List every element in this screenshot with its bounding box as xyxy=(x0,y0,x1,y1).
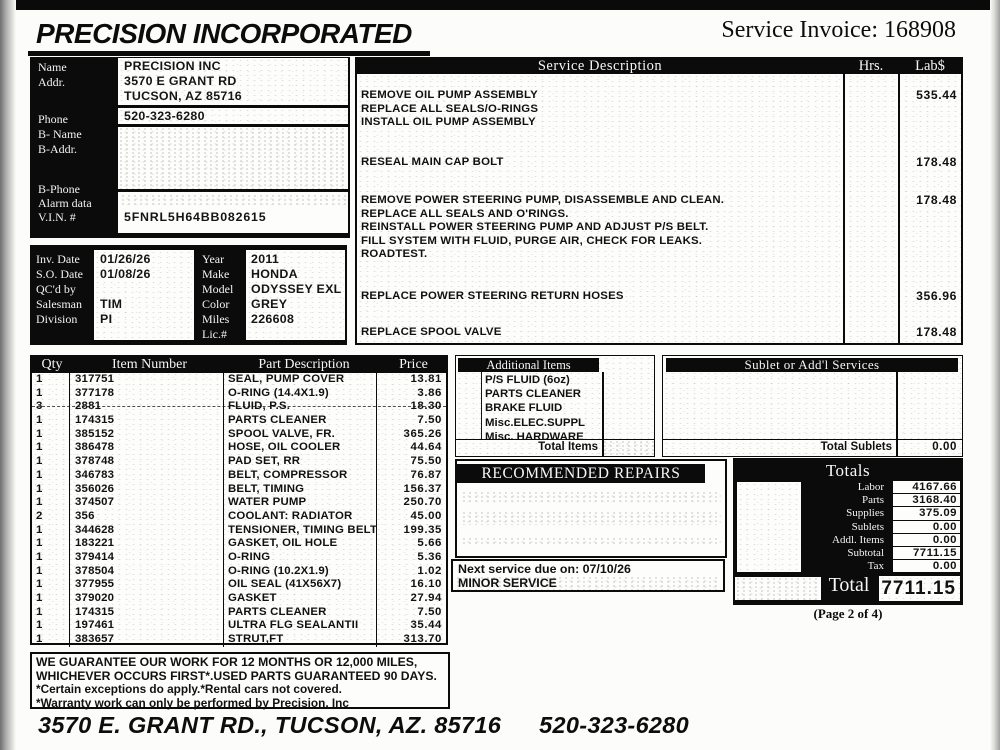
service-description-box xyxy=(355,57,963,345)
order-field-value: GREY xyxy=(251,297,288,311)
customer-address-line1: 3570 E GRANT RD xyxy=(124,74,237,88)
part-description: STRUT,FT xyxy=(224,633,377,647)
totals-row xyxy=(733,560,960,573)
order-field-label: S.O. Date xyxy=(36,267,83,281)
part-qty: 1 xyxy=(32,496,70,510)
service-line: ROADTEST. xyxy=(361,248,428,260)
part-description: OIL SEAL (41X56X7) xyxy=(224,578,377,592)
part-qty: 1 xyxy=(32,373,70,387)
part-price: 76.87 xyxy=(410,468,442,481)
additional-item: PARTS CLEANER xyxy=(485,388,581,401)
order-row xyxy=(36,282,196,297)
customer-name-address-value xyxy=(118,58,348,105)
part-description: O-RING (10.2X1.9) xyxy=(224,565,377,579)
customer-vin: 5FNRL5H64BB082615 xyxy=(124,210,267,224)
part-description: TENSIONER, TIMING BELT xyxy=(224,524,377,538)
service-group-3 xyxy=(361,194,724,262)
part-item-number: 197461 xyxy=(70,619,224,633)
part-price: 156.37 xyxy=(403,482,442,495)
order-field-value: 226608 xyxy=(251,312,295,326)
part-price: 27.94 xyxy=(410,592,442,604)
service-line: REINSTALL POWER STEERING PUMP AND ADJUST P/S BELT. xyxy=(361,221,709,233)
part-description: PAD SET, RR xyxy=(224,455,377,469)
part-qty: 1 xyxy=(32,524,70,538)
part-description: FLUID, P.S. xyxy=(224,400,377,414)
parts-table-header xyxy=(32,357,446,373)
totals-box xyxy=(733,458,963,605)
table-row xyxy=(32,428,446,442)
table-row xyxy=(32,578,446,592)
scan-noise xyxy=(461,511,721,525)
lab-header: Lab$ xyxy=(915,58,945,74)
part-item-number: 377178 xyxy=(70,387,224,401)
part-description: COOLANT: RADIATOR xyxy=(224,510,377,524)
service-line: FILL SYSTEM WITH FLUID, PURGE AIR, CHECK FOR LEAKS. xyxy=(361,234,703,247)
service-line: REPLACE ALL SEALS AND O'RINGS. xyxy=(361,207,569,220)
order-row xyxy=(36,267,196,282)
table-row xyxy=(32,455,446,469)
table-row xyxy=(32,565,446,579)
recommended-repairs-header: RECOMMENDED REPAIRS xyxy=(457,464,705,483)
scan-noise xyxy=(461,537,721,546)
order-field-value: PI xyxy=(100,312,113,326)
service-line: REPLACE SPOOL VALVE xyxy=(361,326,502,338)
service-group-1 xyxy=(361,89,538,130)
recommended-repairs-box xyxy=(455,459,727,558)
totals-row xyxy=(733,534,960,547)
part-qty: 1 xyxy=(32,428,70,442)
table-row xyxy=(32,537,446,551)
part-description: O-RING xyxy=(224,551,377,565)
totals-row xyxy=(733,481,960,494)
part-qty: 1 xyxy=(32,483,70,497)
guarantee-box xyxy=(30,652,450,709)
part-price: 18.30 xyxy=(410,400,442,413)
order-row xyxy=(36,252,196,267)
order-field-value: 01/26/26 xyxy=(100,252,151,266)
table-row xyxy=(32,633,446,647)
guarantee-line-1: WE GUARANTEE OUR WORK FOR 12 MONTHS OR 12,000 MILES, xyxy=(36,655,418,669)
part-item-number: 385152 xyxy=(70,428,224,442)
order-left-rows xyxy=(36,252,196,327)
footer-address-line xyxy=(38,712,689,739)
customer-billing-value-empty xyxy=(118,127,348,189)
part-qty: 1 xyxy=(32,441,70,455)
totals-row-label: Subtotal xyxy=(847,546,884,559)
additional-total-row xyxy=(456,439,654,456)
additional-item: Misc.ELEC.SUPPL xyxy=(485,416,586,429)
order-info-box xyxy=(30,245,347,345)
order-row xyxy=(202,282,345,297)
part-item-number: 2881 xyxy=(70,400,224,414)
customer-field-label: Alarm data xyxy=(38,196,92,210)
order-field-value: HONDA xyxy=(251,267,298,281)
part-qty: 1 xyxy=(32,551,70,565)
sublet-header: Sublet or Add'l Services xyxy=(666,358,958,372)
total-items-label: Total Items xyxy=(538,441,598,453)
part-price: 5.66 xyxy=(417,537,442,550)
part-item-number: 344628 xyxy=(70,524,224,538)
order-field-value: TIM xyxy=(100,297,123,311)
service-line: REPLACE ALL SEALS/O-RINGS xyxy=(361,102,539,115)
order-row xyxy=(36,297,196,312)
table-row xyxy=(32,619,446,633)
part-qty: 1 xyxy=(32,633,70,647)
order-row xyxy=(36,312,196,327)
part-item-number: 174315 xyxy=(70,606,224,620)
scan-top-edge xyxy=(14,0,1000,10)
scan-right-edge xyxy=(990,0,1000,750)
part-description: SEAL, PUMP COVER xyxy=(224,373,377,387)
part-item-number: 346783 xyxy=(70,469,224,483)
totals-row-label: Parts xyxy=(862,494,884,507)
part-price: 75.50 xyxy=(410,455,442,468)
part-description: GASKET, OIL HOLE xyxy=(224,537,377,551)
service-group-4 xyxy=(361,290,624,304)
totals-row-value: 7711.15 xyxy=(893,547,960,559)
price-header: Price xyxy=(399,357,428,372)
order-field-label: Color xyxy=(202,297,230,311)
order-field-label: Salesman xyxy=(36,297,82,311)
guarantee-line-3: *Certain exceptions do apply.*Rental cars not covered. xyxy=(36,682,342,696)
scan-noise xyxy=(461,491,721,502)
total-sublets-value: 0.00 xyxy=(932,441,957,453)
part-item-number: 377955 xyxy=(70,578,224,592)
labor-amount-2: 178.48 xyxy=(916,155,957,169)
labor-amount-4: 356.96 xyxy=(916,289,957,303)
grand-total-value: 7711.15 xyxy=(879,576,960,601)
footer-phone: 520-323-6280 xyxy=(539,712,690,738)
totals-row-value: 0.00 xyxy=(893,521,960,533)
totals-row xyxy=(733,521,960,534)
order-field-value: ODYSSEY EXL xyxy=(251,282,342,296)
order-field-value: 01/08/26 xyxy=(100,267,151,281)
part-item-number: 183221 xyxy=(70,537,224,551)
lab-column-line xyxy=(898,74,900,343)
part-description: PARTS CLEANER xyxy=(224,606,377,620)
table-row xyxy=(32,483,446,497)
customer-phone-value xyxy=(118,108,348,124)
order-field-label: Make xyxy=(202,267,230,281)
part-qty: 1 xyxy=(32,592,70,606)
additional-item: BRAKE FLUID xyxy=(485,402,563,415)
part-qty: 1 xyxy=(32,619,70,633)
order-row xyxy=(202,327,345,342)
order-field-label: Lic.# xyxy=(202,327,227,341)
part-description: O-RING (14.4X1.9) xyxy=(224,387,377,401)
part-item-number: 378504 xyxy=(70,565,224,579)
total-items-value xyxy=(602,440,654,456)
parts-table xyxy=(30,355,448,645)
customer-field-label: Name xyxy=(38,60,67,74)
totals-rows xyxy=(733,481,960,573)
additional-items-list xyxy=(485,373,585,444)
order-field-label: QC'd by xyxy=(36,282,76,296)
customer-field-label: B-Phone xyxy=(38,182,80,196)
part-qty: 3 xyxy=(32,400,70,414)
labor-amount-3: 178.48 xyxy=(916,193,957,207)
totals-row-value: 0.00 xyxy=(893,560,960,572)
labor-amount-5: 178.48 xyxy=(916,325,957,339)
order-row xyxy=(202,312,345,327)
part-qty: 1 xyxy=(32,455,70,469)
order-row xyxy=(202,267,345,282)
footer-address: 3570 E. GRANT RD., TUCSON, AZ. 85716 xyxy=(38,712,502,738)
part-qty: 1 xyxy=(32,414,70,428)
guarantee-line-2: WHICHEVER OCCURS FIRST*.USED PARTS GUARANTEED 90 DAYS. xyxy=(36,668,437,683)
totals-row-value: 375.09 xyxy=(893,507,960,519)
part-description: HOSE, OIL COOLER xyxy=(224,441,377,455)
hrs-header: Hrs. xyxy=(858,58,884,74)
customer-vin-value xyxy=(118,192,348,233)
next-service-box xyxy=(451,559,725,592)
customer-phone: 520-323-6280 xyxy=(124,109,205,123)
table-row xyxy=(32,414,446,428)
part-description: WATER PUMP xyxy=(224,496,377,510)
totals-row xyxy=(733,547,960,560)
sublet-box xyxy=(662,355,963,457)
part-price: 365.26 xyxy=(403,427,442,440)
table-row xyxy=(32,387,446,401)
table-row xyxy=(32,510,446,524)
totals-row-label: Sublets xyxy=(851,520,884,533)
customer-name: PRECISION INC xyxy=(124,59,221,73)
part-item-number: 356 xyxy=(70,510,224,524)
order-field-label: Miles xyxy=(202,312,230,326)
alarm-data-noise xyxy=(120,194,346,205)
labor-amount-1: 535.44 xyxy=(916,88,957,102)
totals-title: Totals xyxy=(825,461,871,480)
next-service-due: Next service due on: 07/10/26 xyxy=(458,562,631,576)
table-row xyxy=(32,469,446,483)
part-item-number: 379414 xyxy=(70,551,224,565)
invoice-number-title: Service Invoice: 168908 xyxy=(721,17,956,43)
totals-row xyxy=(733,507,960,520)
part-item-number: 378748 xyxy=(70,455,224,469)
hrs-column-line xyxy=(843,74,845,343)
part-price: 250.70 xyxy=(403,496,442,509)
customer-field-label: B-Addr. xyxy=(38,142,77,156)
additional-items-header: Additional Items xyxy=(458,358,599,372)
title-underline xyxy=(28,51,430,56)
part-item-number: 174315 xyxy=(70,414,224,428)
customer-info-box xyxy=(30,57,350,238)
service-line: REMOVE POWER STEERING PUMP, DISASSEMBLE AND CLEAN. xyxy=(361,194,725,206)
parts-rows xyxy=(32,373,446,646)
part-description: BELT, TIMING xyxy=(224,483,377,497)
part-price: 1.02 xyxy=(417,564,442,577)
part-description: PARTS CLEANER xyxy=(224,414,377,428)
part-price: 5.36 xyxy=(417,550,442,563)
totals-row-label: Addl. Items xyxy=(832,533,884,546)
part-qty: 1 xyxy=(32,537,70,551)
service-group-5 xyxy=(361,326,502,340)
order-right-rows xyxy=(202,252,345,342)
table-row xyxy=(32,373,446,387)
order-field-label: Year xyxy=(202,252,225,266)
totals-row-value: 4167.66 xyxy=(893,481,960,493)
part-price: 45.00 xyxy=(410,509,442,522)
part-price: 44.64 xyxy=(410,441,442,454)
customer-address-line2: TUCSON, AZ 85716 xyxy=(124,89,242,103)
order-field-value xyxy=(94,282,100,297)
qty-header: Qty xyxy=(41,357,63,372)
item-number-header: Item Number xyxy=(111,357,188,372)
part-item-number: 374507 xyxy=(70,496,224,510)
table-row xyxy=(32,496,446,510)
part-qty: 2 xyxy=(32,510,70,524)
customer-field-label: B- Name xyxy=(38,127,82,141)
totals-row-label: Supplies xyxy=(846,507,884,520)
part-description: ULTRA FLG SEALANTII xyxy=(224,619,377,633)
order-field-label: Inv. Date xyxy=(36,252,80,266)
order-row xyxy=(202,297,345,312)
part-item-number: 379020 xyxy=(70,592,224,606)
part-item-number: 356026 xyxy=(70,483,224,497)
part-qty: 1 xyxy=(32,606,70,620)
part-item-number: 383657 xyxy=(70,633,224,647)
part-description: SPOOL VALVE, FR. xyxy=(224,428,377,442)
part-item-number: 317751 xyxy=(70,373,224,387)
totals-bottom-blank-panel xyxy=(735,577,821,600)
service-line: RESEAL MAIN CAP BOLT xyxy=(361,156,504,168)
table-row xyxy=(32,441,446,455)
order-field-label: Model xyxy=(202,282,234,296)
totals-row-label: Tax xyxy=(867,560,884,573)
part-qty: 1 xyxy=(32,565,70,579)
totals-row-value: 3168.40 xyxy=(893,494,960,506)
total-sublets-label: Total Sublets xyxy=(820,441,892,453)
customer-field-label: Addr. xyxy=(38,75,65,89)
order-row xyxy=(202,252,345,267)
service-line: REPLACE POWER STEERING RETURN HOSES xyxy=(361,290,624,302)
additional-item: P/S FLUID (6oz) xyxy=(485,374,570,386)
part-price: 7.50 xyxy=(417,414,442,427)
part-description-header: Part Description xyxy=(258,357,350,372)
part-qty: 1 xyxy=(32,578,70,592)
next-service-type: MINOR SERVICE xyxy=(455,576,721,590)
part-qty: 1 xyxy=(32,469,70,483)
table-row xyxy=(32,592,446,606)
page-title: PRECISION INCORPORATED xyxy=(36,18,412,49)
customer-field-label: Phone xyxy=(38,112,68,126)
part-description: BELT, COMPRESSOR xyxy=(224,469,377,483)
part-price: 199.35 xyxy=(403,523,442,536)
part-description: GASKET xyxy=(224,592,377,606)
service-table-header xyxy=(357,59,961,74)
part-price: 13.81 xyxy=(410,373,442,385)
part-price: 35.44 xyxy=(410,619,442,632)
table-row xyxy=(32,400,446,414)
service-description-header: Service Description xyxy=(537,58,663,74)
grand-total-label: Total xyxy=(828,574,870,596)
service-line: REMOVE OIL PUMP ASSEMBLY xyxy=(361,89,538,101)
totals-row xyxy=(733,494,960,507)
table-row xyxy=(32,606,446,620)
scan-left-edge xyxy=(0,0,16,750)
order-field-value xyxy=(246,327,251,342)
service-line: INSTALL OIL PUMP ASSEMBLY xyxy=(361,116,536,128)
totals-row-value: 0.00 xyxy=(893,534,960,546)
table-row xyxy=(32,524,446,538)
part-price: 7.50 xyxy=(417,605,442,618)
part-price: 3.86 xyxy=(417,386,442,399)
totals-row-label: Labor xyxy=(857,481,884,493)
additional-qty-line xyxy=(481,372,482,440)
part-qty: 1 xyxy=(32,387,70,401)
order-field-value: 2011 xyxy=(251,252,280,266)
table-row xyxy=(32,551,446,565)
additional-items-box xyxy=(455,355,655,457)
customer-field-label: V.I.N. # xyxy=(38,210,76,224)
page-number-note: (Page 2 of 4) xyxy=(813,606,883,621)
part-item-number: 386478 xyxy=(70,441,224,455)
additional-item: Misc. HARDWARE xyxy=(485,430,584,443)
sublet-total-row xyxy=(663,439,962,456)
service-group-2 xyxy=(361,156,504,170)
part-price: 16.10 xyxy=(410,578,442,591)
order-field-label: Division xyxy=(36,312,78,326)
guarantee-line-4: *Warranty work can only be performed by Precision, Inc xyxy=(36,695,349,710)
part-price: 313.70 xyxy=(403,633,442,646)
